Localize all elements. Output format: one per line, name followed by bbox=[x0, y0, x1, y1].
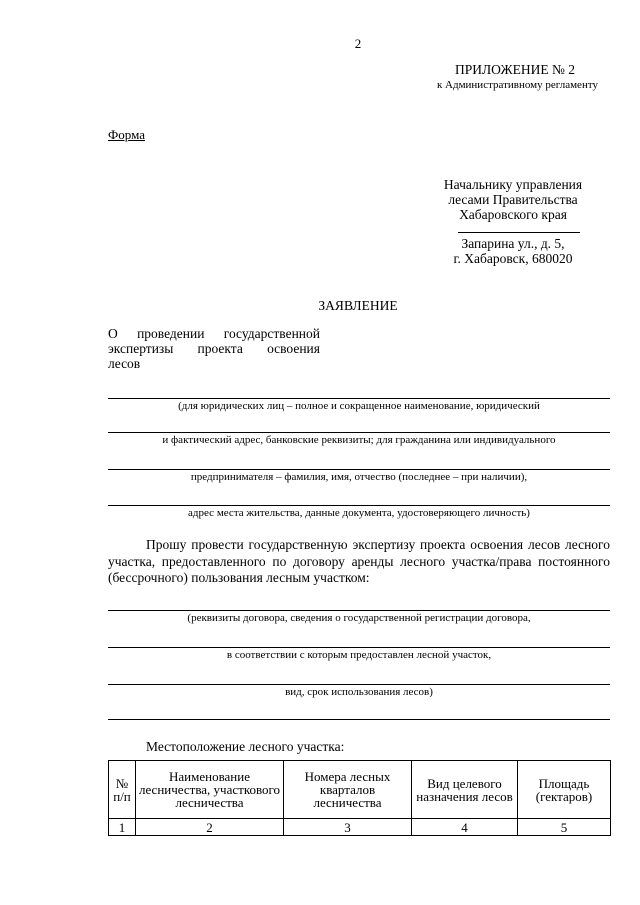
addressee-line: Начальнику управления bbox=[443, 177, 583, 192]
location-label: Местоположение лесного участка: bbox=[146, 739, 345, 754]
fill-in-line[interactable] bbox=[108, 432, 610, 433]
addressee-divider bbox=[458, 232, 580, 233]
request-text: Прошу провести государственную экспертизу проекта освоения лесов лесного участка, предоставленного по договору аренды лесного участка/права постоянного (бессрочного) пользования лесным участком: bbox=[108, 537, 610, 585]
fill-in-line[interactable] bbox=[108, 684, 610, 685]
column-header-forestry: Наименование лесничества, участкового лесничества bbox=[136, 761, 284, 819]
column-header-number: № п/п bbox=[109, 761, 136, 819]
fill-in-line[interactable] bbox=[108, 610, 610, 611]
form-label: Форма bbox=[108, 127, 145, 142]
subject-line: О проведении государственной bbox=[108, 326, 320, 341]
column-header-purpose: Вид целевого назначения лесов bbox=[412, 761, 518, 819]
column-header-area: Площадь (гектаров) bbox=[518, 761, 611, 819]
table-cell: 1 bbox=[109, 819, 136, 836]
table-cell: 5 bbox=[518, 819, 611, 836]
field-hint: вид, срок использования лесов) bbox=[285, 686, 433, 698]
request-paragraph bbox=[108, 537, 610, 587]
field-hint: предпринимателя – фамилия, имя, отчество (последнее – при наличии), bbox=[190, 471, 528, 483]
page-number: 2 bbox=[354, 36, 362, 51]
addressee-line: лесами Правительства bbox=[448, 192, 578, 207]
table-cell: 4 bbox=[412, 819, 518, 836]
field-hint: адрес места жительства, данные документа, удостоверяющего личность) bbox=[188, 507, 530, 519]
document-title: ЗАЯВЛЕНИЕ bbox=[318, 298, 398, 313]
fill-in-line[interactable] bbox=[108, 505, 610, 506]
field-hint: и фактический адрес, банковские реквизиты; для гражданина или индивидуального bbox=[162, 434, 556, 446]
addressee-block bbox=[420, 177, 606, 222]
table-row bbox=[109, 819, 611, 836]
fill-in-line[interactable] bbox=[108, 647, 610, 648]
addressee-address bbox=[420, 236, 606, 266]
table-header-row bbox=[109, 761, 611, 819]
address-line: г. Хабаровск, 680020 bbox=[453, 251, 573, 266]
subject-block bbox=[108, 326, 320, 371]
addressee-line: Хабаровского края bbox=[459, 207, 567, 222]
subject-line: лесов bbox=[108, 356, 141, 371]
column-header-quarters: Номера лесных кварталов лесничества bbox=[284, 761, 412, 819]
address-line: Запарина ул., д. 5, bbox=[461, 236, 565, 251]
appendix-title: ПРИЛОЖЕНИЕ № 2 bbox=[454, 62, 575, 77]
field-hint: (для юридических лиц – полное и сокращенное наименование, юридический bbox=[178, 400, 540, 412]
subject-line: экспертизы проекта освоения bbox=[108, 341, 320, 356]
fill-in-line[interactable] bbox=[108, 469, 610, 470]
table-cell: 3 bbox=[284, 819, 412, 836]
field-hint: в соответствии с которым предоставлен лесной участок, bbox=[226, 649, 492, 661]
forest-plot-table bbox=[108, 760, 611, 836]
field-hint: (реквизиты договора, сведения о государственной регистрации договора, bbox=[187, 612, 531, 624]
table-cell: 2 bbox=[136, 819, 284, 836]
fill-in-line[interactable] bbox=[108, 719, 610, 720]
appendix-subtitle: к Административному регламенту bbox=[436, 79, 598, 91]
fill-in-line[interactable] bbox=[108, 398, 610, 399]
